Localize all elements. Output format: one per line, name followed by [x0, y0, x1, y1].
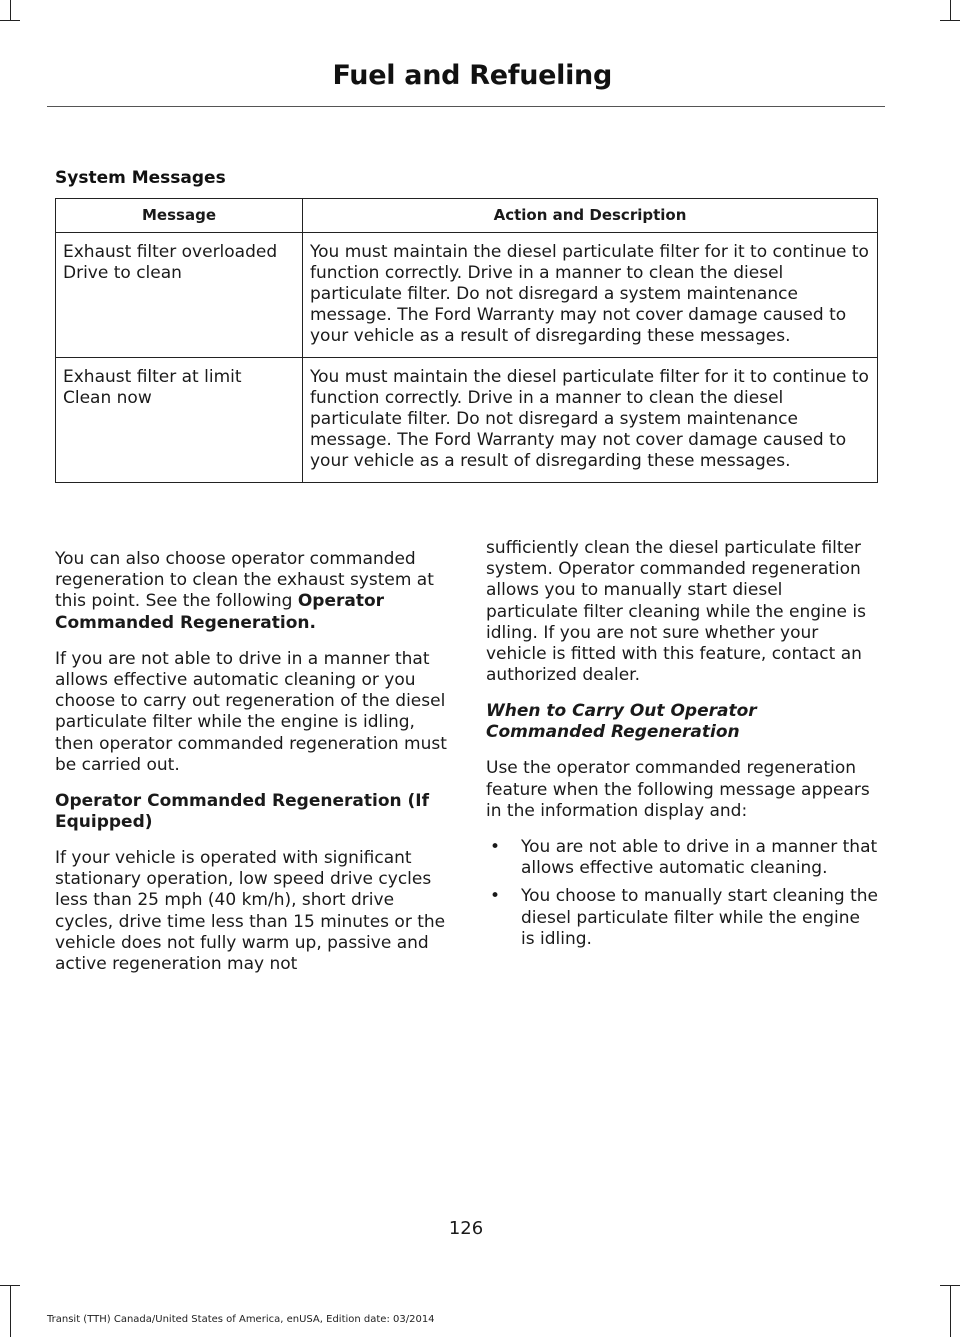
- message-cell: [56, 358, 303, 483]
- message-line: Exhaust filter at limit: [63, 367, 242, 387]
- right-column: [486, 538, 878, 957]
- list-item-text: You choose to manually start cleaning the diesel particulate filter while the engine is idling.: [521, 886, 878, 949]
- footer-edition: Transit (TTH) Canada/United States of America, enUSA, Edition date: 03/2014: [47, 1314, 435, 1325]
- message-cell: [56, 233, 303, 358]
- list-item: [486, 886, 878, 950]
- paragraph: [55, 549, 447, 634]
- list-item-text: You are not able to drive in a manner that allows effective automatic cleaning.: [521, 837, 878, 879]
- paragraph-text: You can also choose operator commanded regeneration to clean the exhaust system at this point. See the following: [55, 549, 434, 612]
- list-item: [486, 837, 878, 879]
- message-line: Drive to clean: [63, 263, 182, 283]
- crop-mark: [0, 20, 20, 21]
- table-row: [56, 233, 878, 358]
- subheading-operator-commanded-regeneration: Operator Commanded Regeneration (If Equipped): [55, 791, 430, 833]
- table-header-row: [56, 199, 878, 233]
- crop-mark: [10, 1285, 11, 1337]
- message-line: Exhaust filter overloaded: [63, 242, 278, 262]
- subheading-when-to-carry-out: When to Carry Out Operator Commanded Regeneration: [486, 701, 757, 743]
- section-title: System Messages: [55, 168, 226, 188]
- left-column: [55, 549, 447, 990]
- system-messages-table: [55, 198, 878, 483]
- description-cell: You must maintain the diesel particulate filter for it to continue to function correctly. Drive in a manner to clean the diesel particulate filter. Do not disregard a system maintenance message. The Ford Warranty may not cover damage caused to your vehicle as a result of disregarding these messages.: [303, 358, 878, 483]
- bullet-glyph: •: [490, 837, 501, 858]
- crop-mark: [950, 0, 951, 20]
- paragraph: Use the operator commanded regeneration feature when the following message appears in the information display and:: [486, 758, 870, 821]
- column-header-message: Message: [56, 199, 303, 233]
- description-cell: You must maintain the diesel particulate filter for it to continue to function correctly. Drive in a manner to clean the diesel particulate filter. Do not disregard a system maintenance message. The Ford Warranty may not cover damage caused to your vehicle as a result of disregarding these messages.: [303, 233, 878, 358]
- crop-mark: [950, 1285, 951, 1337]
- page-number: 126: [448, 1218, 484, 1239]
- message-line: Clean now: [63, 388, 152, 408]
- crop-mark: [940, 20, 960, 21]
- paragraph: If you are not able to drive in a manner that allows effective automatic cleaning or you choose to carry out regeneration of the diesel particulate filter while the engine is idling, then operator commanded regeneration must be carried out.: [55, 648, 447, 775]
- bullet-list: [486, 837, 878, 950]
- bullet-glyph: •: [490, 886, 501, 907]
- paragraph: If your vehicle is operated with significant stationary operation, low speed drive cycles less than 25 mph (40 km/h), short drive cycles, drive time less than 15 minutes or the vehicle does not fully warm up, passive and active regeneration may not: [55, 848, 446, 975]
- header-divider: [47, 106, 885, 107]
- crop-mark: [940, 1285, 960, 1286]
- column-header-action: Action and Description: [303, 199, 878, 233]
- page-header-title: Fuel and Refueling: [332, 60, 612, 91]
- crop-mark: [10, 0, 11, 20]
- crop-mark: [0, 1285, 20, 1286]
- table-row: [56, 358, 878, 483]
- cross-reference: Operator Commanded Regeneration.: [55, 591, 385, 633]
- paragraph: sufficiently clean the diesel particulate filter system. Operator commanded regeneration allows you to manually start diesel particulate filter cleaning while the engine is idling. If you are not sure whether your vehicle is fitted with this feature, contact an authorized dealer.: [486, 538, 866, 686]
